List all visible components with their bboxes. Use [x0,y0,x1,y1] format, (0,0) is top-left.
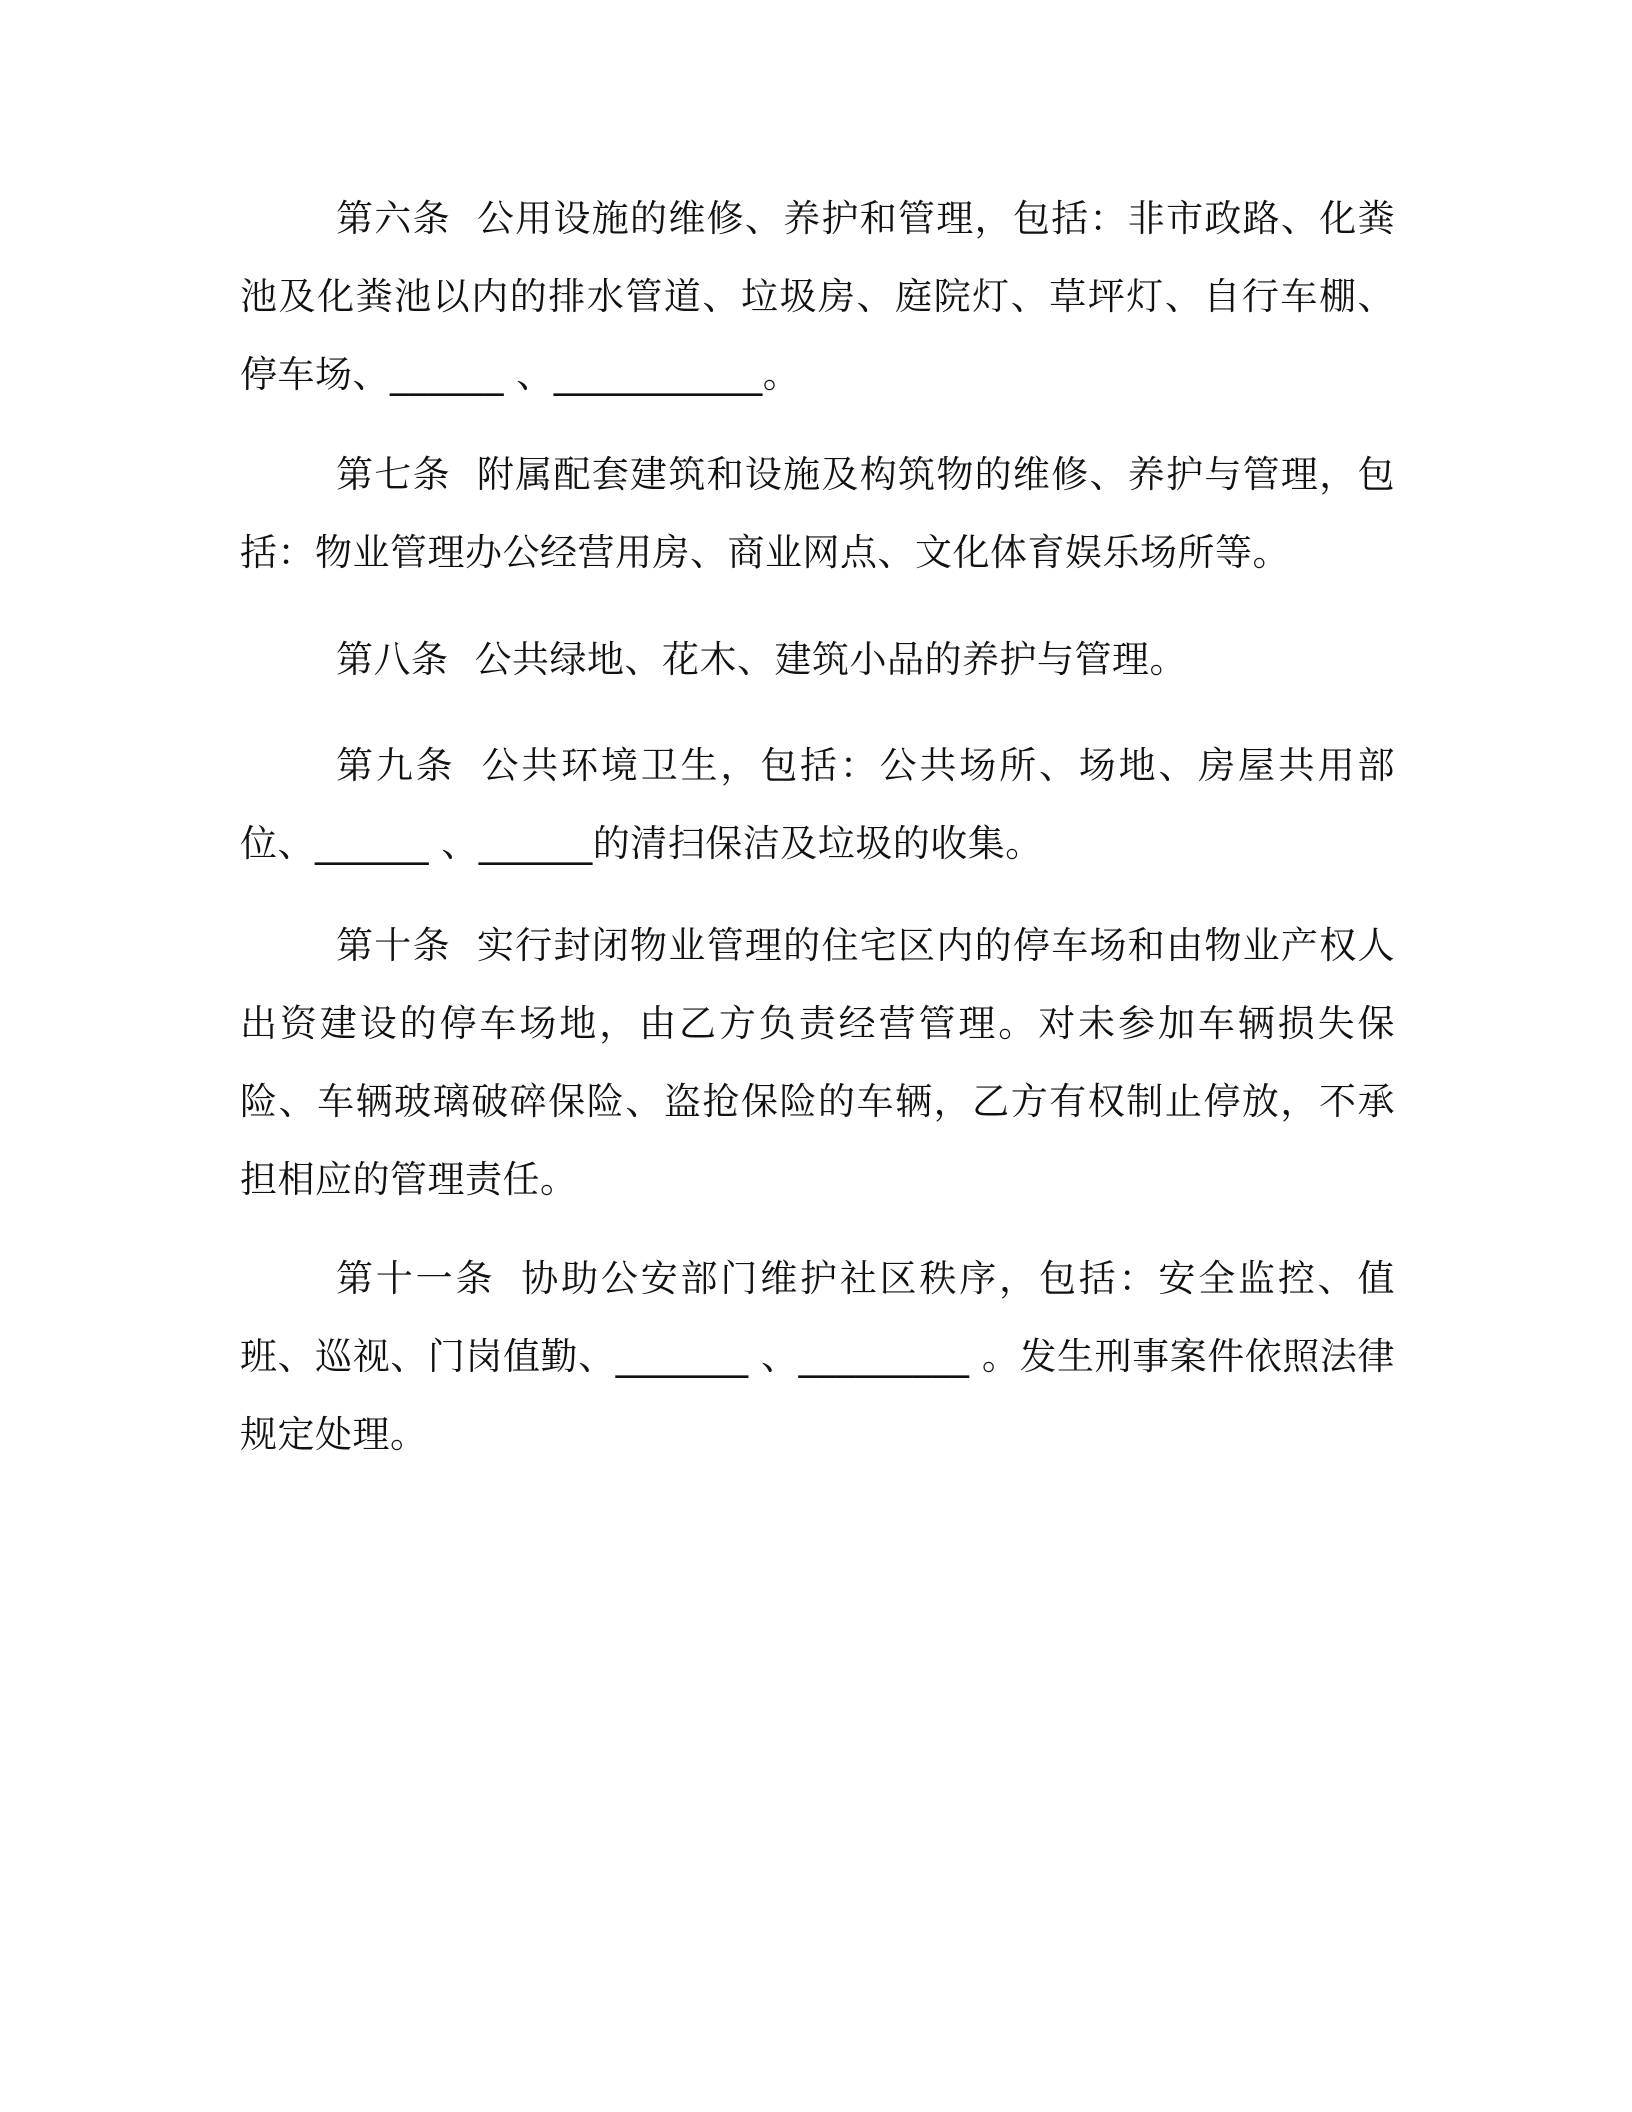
article-number: 第七条 [336,453,451,496]
article-text: 附属配套建筑和设施及构筑物的维修、养护与管理，包括：物业管理办公经营用房、商业网点、文化体育娱乐场所等。 [240,453,1396,574]
article-number: 第十一条 [336,1257,496,1300]
article-number: 第十条 [336,924,451,967]
article-9 [240,727,1395,883]
article-text: 实行封闭物业管理的住宅区内的停车场和由物业产权人出资建设的停车场地，由乙方负责经营管理。对未参加车辆损失保险、车辆玻璃破碎保险、盗抢保险的车辆，乙方有权制止停放，不承担相应的管理责任。 [240,924,1396,1201]
article-11 [240,1240,1395,1474]
article-number: 第六条 [336,197,451,240]
article-6 [240,180,1395,414]
article-text: 协助公安部门维护社区秩序，包括：安全监控、值班、巡视、门岗值勤、_______ 、_________ 。发生刑事案件依照法律规定处理。 [240,1257,1395,1456]
article-7 [240,436,1395,592]
article-text: 公共绿地、花木、建筑小品的养护与管理。 [474,638,1187,681]
article-number: 第八条 [336,638,449,681]
article-10 [240,907,1395,1219]
article-text: 公用设施的维修、养护和管理，包括：非市政路、化粪池及化粪池以内的排水管道、垃圾房、庭院灯、草坪灯、自行车棚、停车场、______ 、___________。 [240,197,1396,396]
article-text: 公共环境卫生，包括：公共场所、场地、房屋共用部位、______ 、______的清扫保洁及垃圾的收集。 [240,744,1396,865]
article-number: 第九条 [336,744,456,787]
article-8 [240,621,1395,699]
